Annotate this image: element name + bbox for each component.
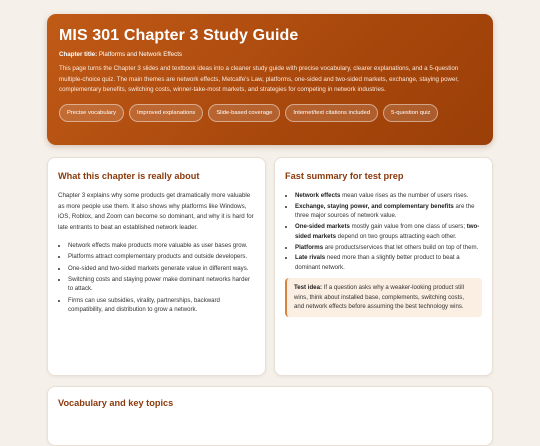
vocab-heading: Vocabulary and key topics	[58, 398, 174, 408]
term: Platforms	[295, 243, 324, 251]
definition: need more than a slightly better product to beat a dominant network.	[295, 254, 460, 271]
summary-list	[285, 191, 482, 272]
list-item	[295, 191, 482, 200]
definition: mostly gain value from one class of users;	[349, 223, 467, 231]
pill-explanations: Improved explanations	[129, 104, 203, 122]
term: Network effects	[295, 192, 341, 199]
tip-label: Test idea:	[294, 284, 322, 292]
summary-card	[274, 157, 493, 376]
list-item	[295, 202, 482, 221]
definition: are products/services that let others build on top of them.	[323, 243, 479, 251]
list-item: • Firms can use subsidies, virality, partnerships, backward compatibility, and distribution to grow a network.	[68, 296, 255, 315]
list-item: • Network effects make products more valuable as user bases grow.	[68, 241, 255, 250]
about-list	[58, 241, 255, 315]
term: Exchange, staying power, and complementary benefits	[295, 202, 454, 210]
hero-banner	[47, 14, 493, 145]
definition: are the three major sources of network value.	[295, 202, 475, 220]
list-item	[295, 253, 482, 272]
about-paragraph: Chapter 3 explains why some products get dramatically more valuable as more people use them. It also shows why platforms like Windows, iOS, Roblox, and Zoom can become so dominant, and why it is hard for late entrants to beat an established network leader.	[58, 192, 254, 232]
definition: depend on two groups attracting each other.	[335, 232, 457, 240]
summary-heading: Fast summary for test prep	[285, 171, 404, 181]
pill-vocabulary: Precise vocabulary	[59, 104, 124, 122]
list-item	[295, 243, 482, 252]
list-item: • Platforms attract complementary products and outside developers.	[68, 252, 255, 261]
chapter-subtitle	[59, 51, 481, 59]
pill-slide-coverage: Slide-based coverage	[208, 104, 280, 122]
hero-description: This page turns the Chapter 3 slides and textbook ideas into a cleaner study guide with precise vocabulary, clearer explanations, and a 5-question multiple-choice quiz. The main themes are network effects, Metcalfe's Law, platforms, one-sided and two-sided markets, exchange, staying power, complementary benefits, switching costs, winner-take-most markets, and strategies for competing in network industries.	[59, 65, 459, 94]
vocab-card	[47, 386, 493, 446]
about-heading: What this chapter is really about	[58, 171, 200, 181]
list-item: • One-sided and two-sided markets generate value in different ways.	[68, 264, 255, 273]
term: One-sided markets	[295, 223, 350, 231]
feature-pills	[59, 104, 481, 122]
list-item: • Switching costs and staying power make dominant networks harder to attack.	[68, 275, 255, 294]
pill-quiz: 5-question quiz	[383, 104, 438, 122]
tip-text: If a question asks why a weaker-looking product still wins, think about installed base, complements, switching costs, and network effects before assuming the best technology wins.	[294, 284, 465, 311]
page-title: MIS 301 Chapter 3 Study Guide	[59, 27, 299, 44]
definition: mean value rises as the number of users rises.	[340, 192, 469, 199]
subtitle-label: Chapter title:	[59, 51, 98, 58]
list-item	[295, 222, 482, 241]
subtitle-value: Platforms and Network Effects	[98, 51, 183, 58]
about-card	[47, 157, 266, 376]
term: two-sided markets	[295, 223, 480, 240]
term: Late rivals	[295, 254, 326, 262]
test-idea-callout	[285, 278, 482, 317]
pill-citations: Internet/text citations included	[285, 104, 378, 122]
